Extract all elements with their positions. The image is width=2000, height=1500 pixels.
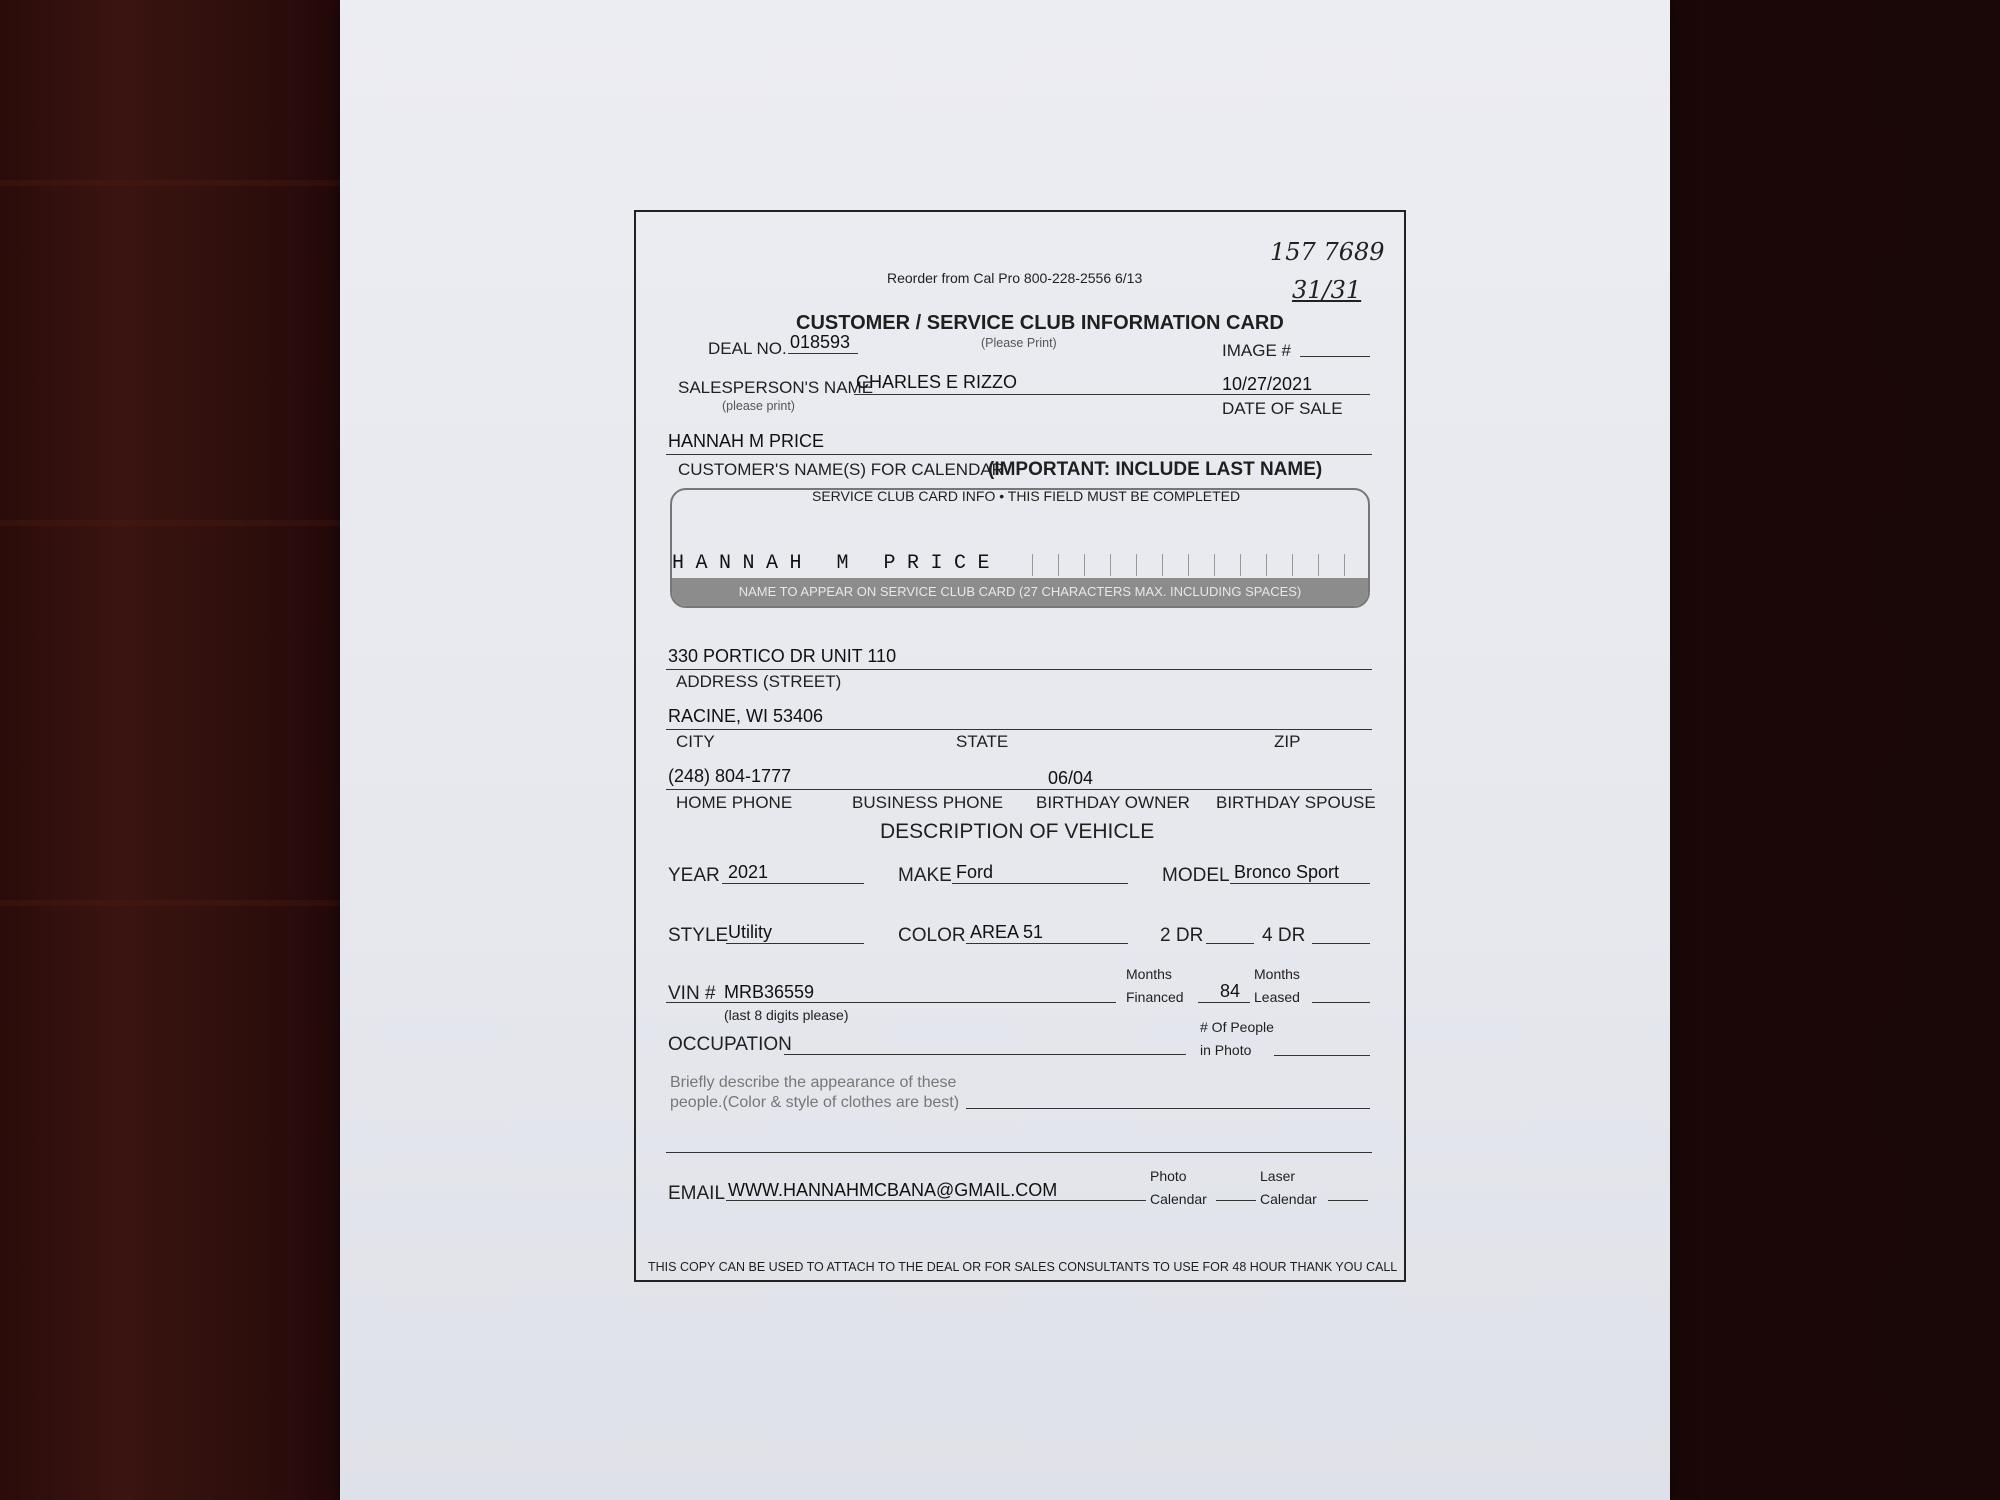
color-value: AREA 51 (970, 922, 1044, 942)
footer-note: THIS COPY CAN BE USED TO ATTACH TO THE DEAL OR FOR SALES CONSULTANTS TO USE FOR 48 HOUR THANK YOU CALL (648, 1260, 1398, 1274)
four-door-label: 4 DR (1262, 925, 1306, 946)
make-label: MAKE (898, 865, 952, 886)
vin-label: VIN # (668, 983, 716, 1004)
important-note: (IMPORTANT: INCLUDE LAST NAME) (988, 459, 1323, 480)
card-title: CUSTOMER / SERVICE CLUB INFORMATION CARD (796, 312, 1284, 334)
zip-label: ZIP (1274, 732, 1301, 751)
laser-calendar-label-1: Laser (1260, 1168, 1296, 1184)
address-label: ADDRESS (STREET) (676, 672, 842, 691)
salesperson-label: SALESPERSON'S NAME (678, 378, 874, 397)
birthday-owner-value: 06/04 (1048, 768, 1094, 788)
laser-calendar-label-2: Calendar (1260, 1191, 1317, 1207)
email-label: EMAIL (668, 1183, 726, 1204)
model-label: MODEL (1162, 865, 1230, 886)
two-door-label: 2 DR (1160, 925, 1204, 946)
months-financed-label-2: Financed (1126, 989, 1184, 1005)
photo-calendar-label-1: Photo (1150, 1168, 1187, 1184)
image-no-label: IMAGE # (1222, 341, 1291, 360)
months-leased-label-2: Leased (1254, 989, 1300, 1005)
home-phone-value: (248) 804-1777 (668, 766, 792, 786)
months-financed-label-1: Months (1126, 966, 1172, 982)
handwritten-fraction: 31/31 (1292, 276, 1362, 304)
date-of-sale-value: 10/27/2021 (1222, 374, 1313, 394)
date-of-sale-label: DATE OF SALE (1222, 399, 1343, 418)
service-club-card (634, 210, 1406, 1282)
state-label: STATE (956, 732, 1009, 751)
salesperson-value: CHARLES E RIZZO (856, 372, 1018, 392)
business-phone-label: BUSINESS PHONE (852, 793, 1004, 812)
occupation-label: OCCUPATION (668, 1034, 792, 1055)
photo-calendar-label-2: Calendar (1150, 1191, 1207, 1207)
city-value: RACINE, WI 53406 (668, 706, 824, 726)
home-phone-label: HOME PHONE (676, 793, 793, 812)
deal-no-label: DEAL NO. (708, 339, 787, 358)
describe-label-1: Briefly describe the appearance of these (670, 1074, 957, 1091)
club-name-box (670, 488, 1370, 608)
club-name-value: HANNAH M PRICE (672, 552, 1002, 575)
style-value: Utility (728, 922, 772, 942)
please-print-note: (Please Print) (981, 336, 1057, 350)
describe-label-2: people.(Color & style of clothes are best) (670, 1094, 960, 1111)
handwritten-number: 157 7689 (1270, 238, 1385, 266)
vin-value: MRB36559 (724, 982, 815, 1002)
email-value: WWW.HANNAHMCBANA@GMAIL.COM (728, 1180, 1058, 1200)
wood-grain (0, 520, 360, 526)
months-leased-label-1: Months (1254, 966, 1300, 982)
address-value: 330 PORTICO DR UNIT 110 (668, 646, 897, 666)
customer-name-value: HANNAH M PRICE (668, 431, 825, 451)
year-label: YEAR (668, 865, 720, 886)
color-label: COLOR (898, 925, 966, 946)
people-count-label-2: in Photo (1200, 1042, 1252, 1058)
birthday-spouse-label: BIRTHDAY SPOUSE (1216, 793, 1376, 812)
people-count-label-1: # Of People (1200, 1019, 1274, 1035)
city-label: CITY (676, 732, 715, 751)
birthday-owner-label: BIRTHDAY OWNER (1036, 793, 1190, 812)
months-financed-value: 84 (1220, 981, 1241, 1001)
make-value: Ford (956, 862, 994, 882)
club-info-label: SERVICE CLUB CARD INFO • THIS FIELD MUST BE COMPLETED (812, 488, 1241, 504)
model-value: Bronco Sport (1234, 862, 1340, 882)
vin-hint: (last 8 digits please) (724, 1007, 849, 1023)
wood-grain (0, 900, 360, 906)
style-label: STYLE (668, 925, 729, 946)
wood-grain (0, 180, 360, 186)
salesperson-hint: (please print) (722, 399, 795, 413)
customer-name-label: CUSTOMER'S NAME(S) FOR CALENDAR (678, 460, 1004, 479)
club-name-bar: NAME TO APPEAR ON SERVICE CLUB CARD (27 CHARACTERS MAX. INCLUDING SPACES) (672, 578, 1368, 606)
deal-no-value: 018593 (790, 332, 851, 352)
year-value: 2021 (728, 862, 769, 882)
vehicle-heading: DESCRIPTION OF VEHICLE (880, 820, 1155, 843)
reorder-note: Reorder from Cal Pro 800-228-2556 6/13 (887, 270, 1143, 286)
